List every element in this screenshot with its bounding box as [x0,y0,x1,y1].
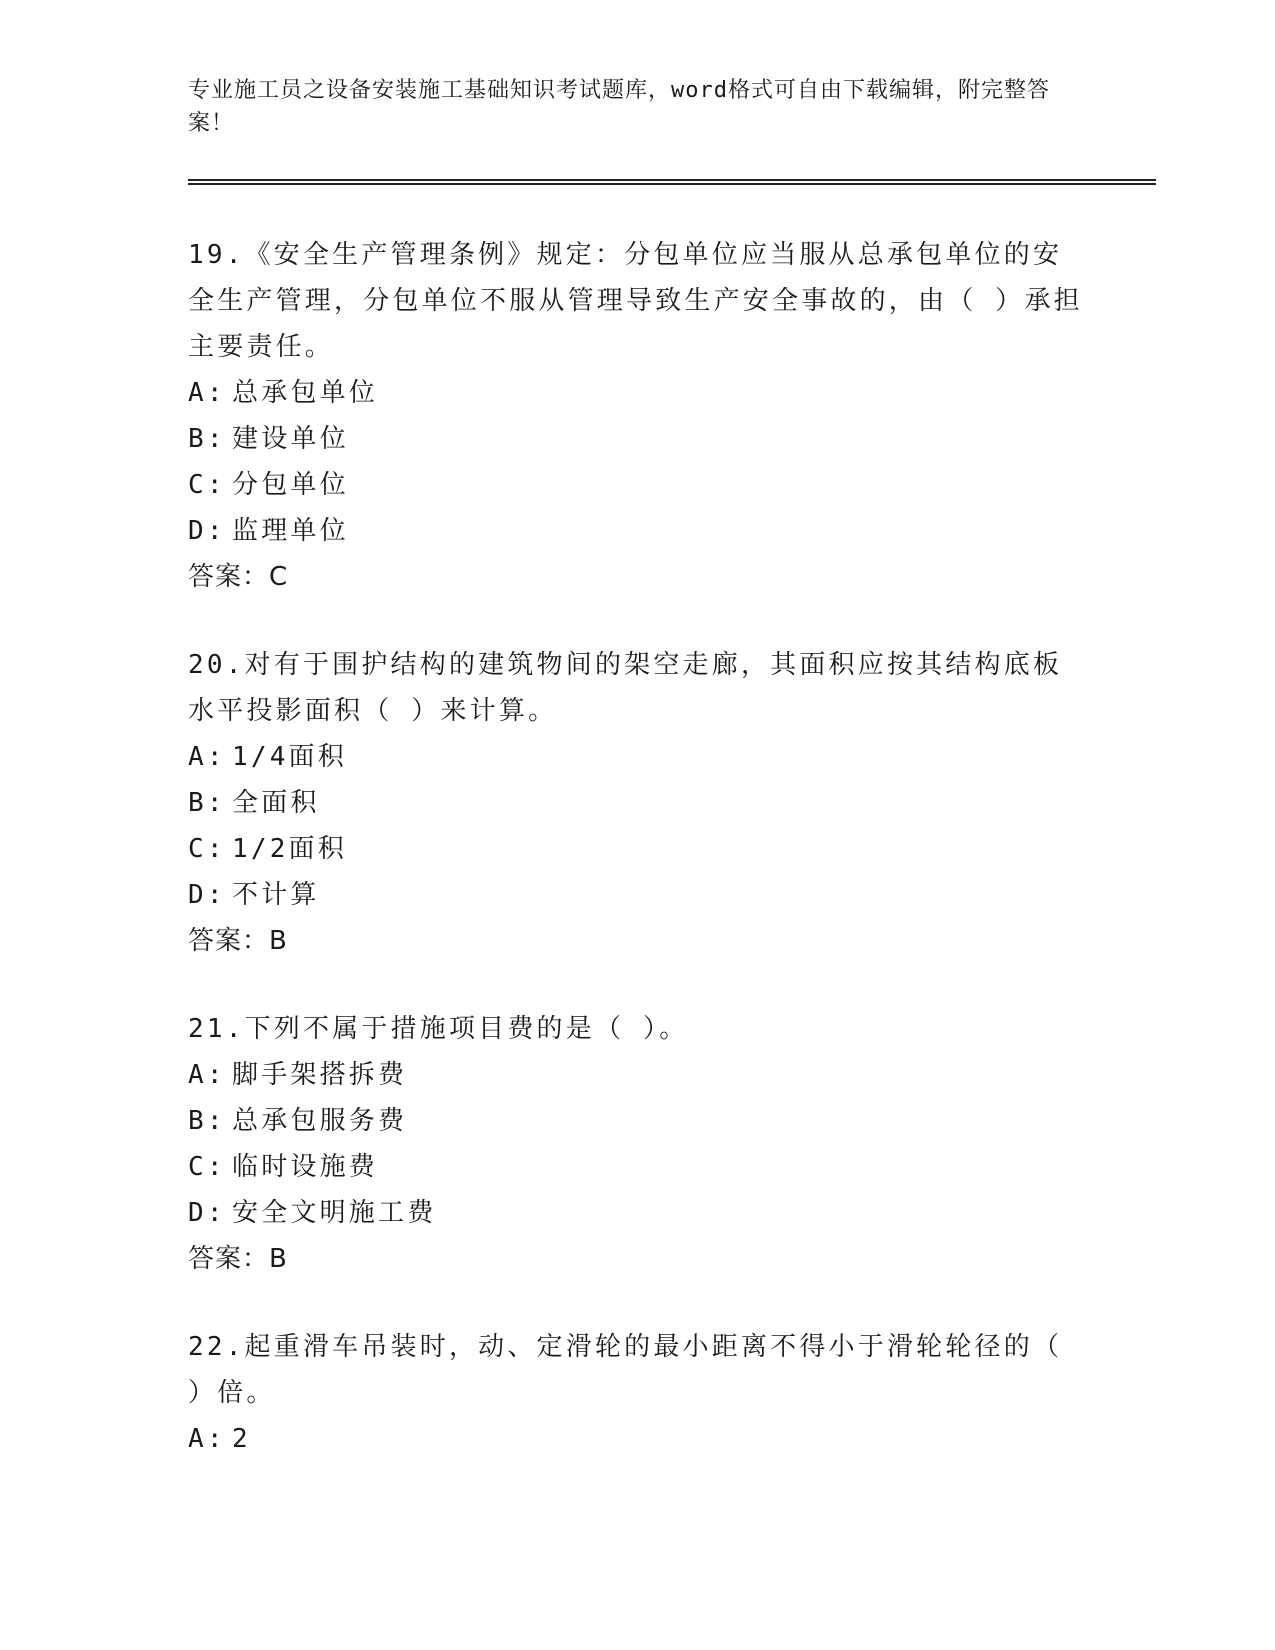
option-text: 建设单位 [232,424,349,454]
option-c [188,1144,1088,1190]
option-b [188,780,1088,826]
question-22 [188,1324,1088,1462]
question-text: 20.对有于围护结构的建筑物间的架空走廊，其面积应按其结构底板水平投影面积（ ）来计算。 [188,650,1063,726]
option-text: 监理单位 [232,516,349,546]
question-text: 22.起重滑车吊装时，动、定滑轮的最小距离不得小于滑轮轮径的（ ）倍。 [188,1332,1063,1408]
option-text: 总承包单位 [232,378,379,408]
answer-value: B [269,926,288,956]
answer-value: C [269,562,289,592]
option-c [188,462,1088,508]
option-b [188,416,1088,462]
option-key: A: [188,378,226,408]
option-text: 总承包服务费 [232,1106,408,1136]
option-key: B: [188,1106,226,1136]
option-key: B: [188,788,226,818]
option-a [188,734,1088,780]
option-a [188,1416,1088,1462]
option-key: A: [188,1060,226,1090]
option-key: C: [188,834,226,864]
option-a [188,1052,1088,1098]
answer-label: 答案： [188,562,270,592]
option-text: 全面积 [232,788,320,818]
question-text: 19.《安全生产管理条例》规定：分包单位应当服从总承包单位的安全生产管理，分包单位不服从管理导致生产安全事故的，由（ ）承担主要责任。 [188,240,1083,362]
question-19 [188,232,1088,600]
option-text: 分包单位 [232,470,349,500]
answer-line [188,1236,1088,1282]
answer-label: 答案： [188,926,270,956]
option-key: B: [188,424,226,454]
header-divider [188,179,1156,185]
answer-line [188,918,1088,964]
option-a [188,370,1088,416]
answer-label: 答案： [188,1244,270,1274]
option-text: 1/2面积 [232,834,347,864]
question-list [188,232,1088,1504]
answer-line [188,554,1088,600]
option-text: 安全文明施工费 [232,1198,437,1228]
answer-value: B [269,1244,288,1274]
option-key: C: [188,1152,226,1182]
option-key: A: [188,1424,226,1454]
question-20 [188,642,1088,964]
option-d [188,1190,1088,1236]
option-b [188,1098,1088,1144]
option-text: 临时设施费 [232,1152,379,1182]
option-key: D: [188,516,226,546]
option-key: D: [188,880,226,910]
option-key: A: [188,742,226,772]
option-key: C: [188,470,226,500]
option-d [188,508,1088,554]
option-c [188,826,1088,872]
option-key: D: [188,1198,226,1228]
question-21 [188,1006,1088,1282]
document-header: 专业施工员之设备安装施工基础知识考试题库，word格式可自由下载编辑，附完整答案！ [188,78,1050,136]
option-text: 2 [232,1424,251,1454]
option-text: 脚手架搭拆费 [232,1060,408,1090]
option-d [188,872,1088,918]
question-text: 21.下列不属于措施项目费的是（ ）。 [188,1014,689,1044]
option-text: 1/4面积 [232,742,347,772]
option-text: 不计算 [232,880,320,910]
